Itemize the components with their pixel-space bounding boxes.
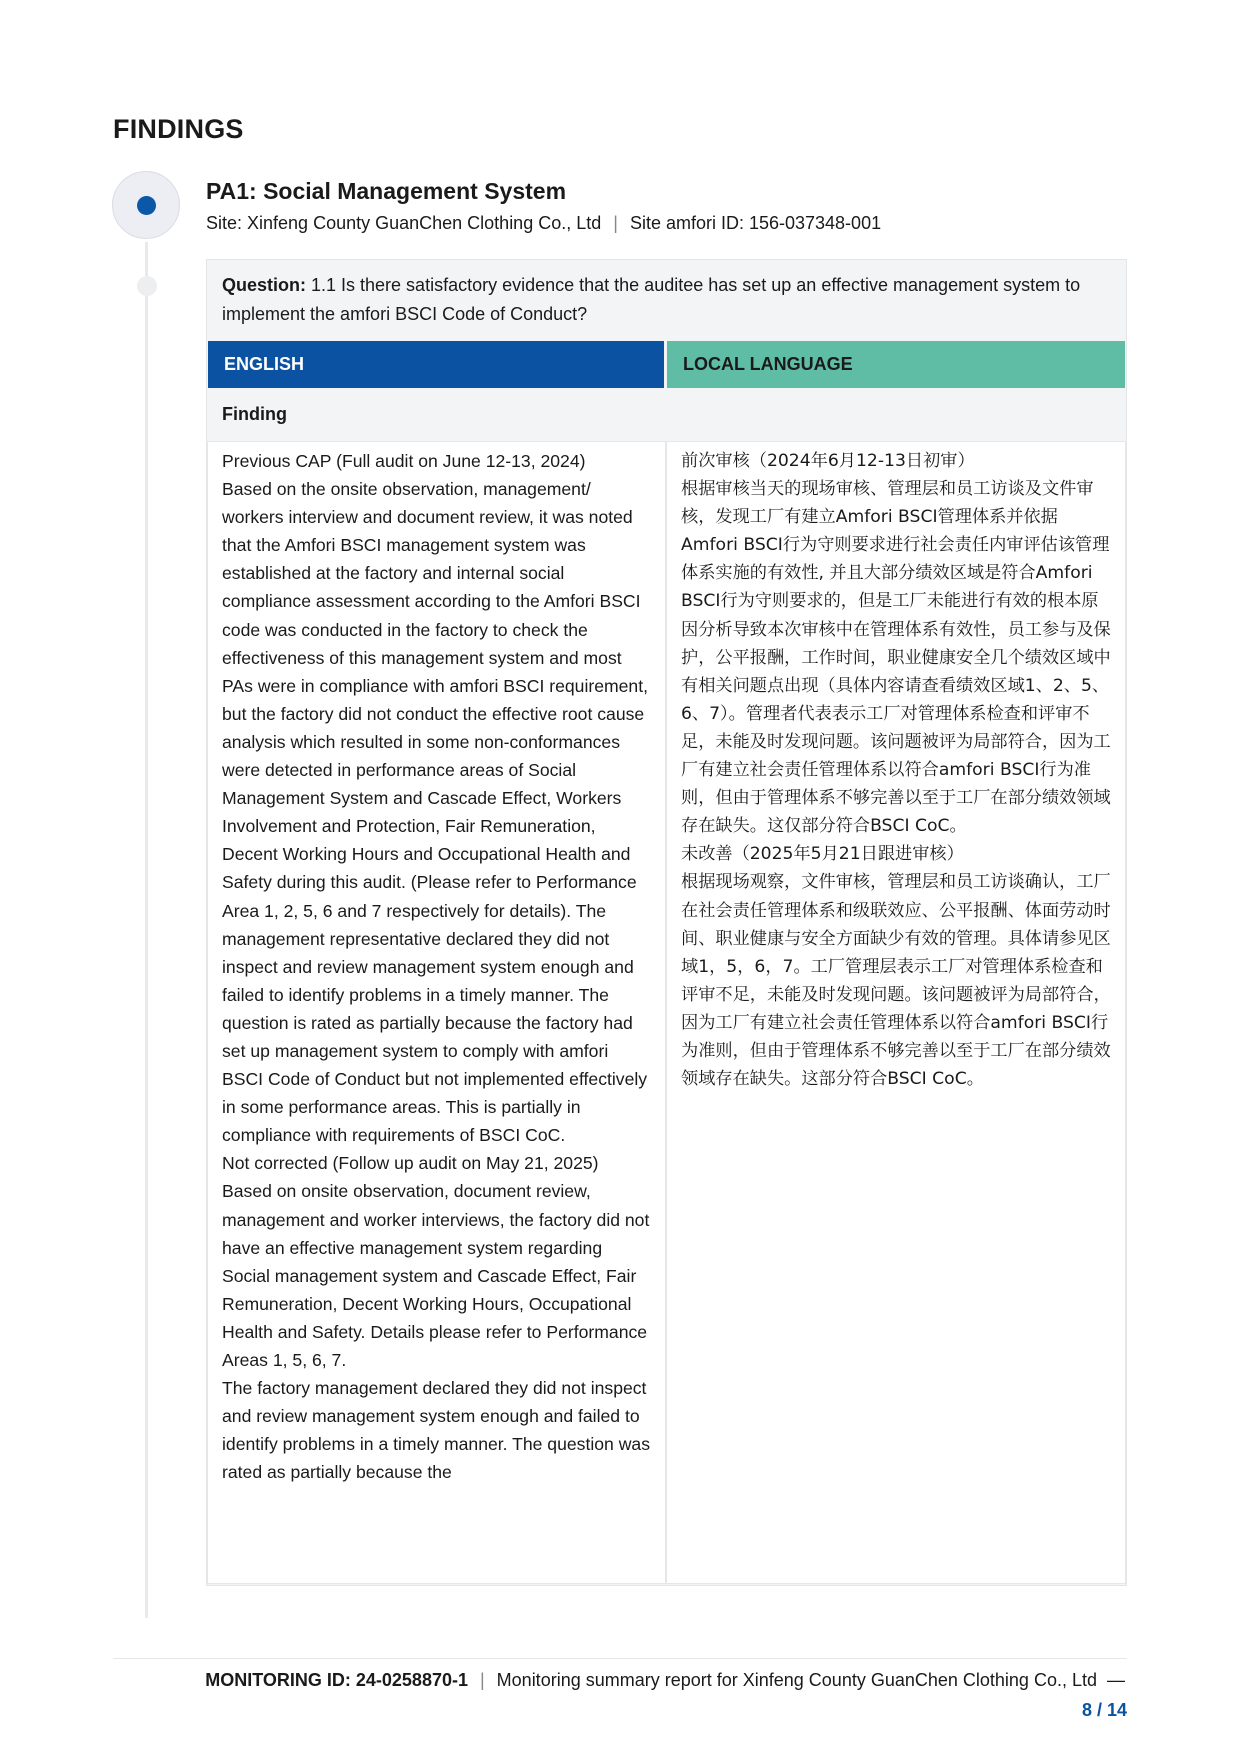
footer-dash: — xyxy=(1107,1670,1125,1690)
question-text: 1.1 Is there satisfactory evidence that the auditee has set up an effective management system to implement the amfori BSCI Code of Conduct? xyxy=(222,275,1081,324)
section-title: FINDINGS xyxy=(113,114,244,144)
footer xyxy=(205,1670,1125,1691)
column-header-local-language: LOCAL LANGUAGE xyxy=(667,341,1125,388)
finding-row-label: Finding xyxy=(222,404,287,424)
footer-divider xyxy=(113,1658,1127,1659)
performance-area-title: PA1: Social Management System xyxy=(206,178,567,204)
footer-separator: | xyxy=(479,1670,485,1690)
column-header-english: ENGLISH xyxy=(208,341,664,388)
finding-text-local: 前次审核（2024年6月12-13日初审） 根据审核当天的现场审核、管理层和员工访谈及文件审核，发现工厂有建立Amfori BSCI管理体系并依据Amfori BSCI行为守则要求进行社会责任内审评估该管理体系实施的有效性, 并且大部分绩效区域是符合Amfori BSCI行为守则要求的，但是工厂未能进行有效的根本原因分析导致本次审核中在管理体系有效性，员工参与及保护，公平报酬，工作时间，职业健康安全几个绩效区域中有相关问题点出现（具体内容请查看绩效区域1、2、5、6、7）。管理者代表表示工厂对管理体系检查和评审不足，未能及时发现问题。该问题被评为局部符合，因为工厂有建立社会责任管理体系以符合amfori BSCI行为准则，但由于管理体系不够完善以至于工厂在部分绩效领域存在缺失。这仅部分符合BSCI CoC。 未改善（2025年5月21日跟进审核） 根据现场观察，文件审核，管理层和员工访谈确认，工厂在社会责任管理体系和级联效应、公平报酬、体面劳动时间、职业健康与安全方面缺少有效的管理。具体请参见区域1，5，6，7。工厂管理层表示工厂对管理体系检查和评审不足，未能及时发现问题。该问题被评为局部符合，因为工厂有建立社会责任管理体系以符合amfori BSCI行为准则，但由于管理体系不够完善以至于工厂在部分绩效领域存在缺失。这部分符合BSCI CoC。 xyxy=(681,451,1111,1090)
timeline-dot-icon xyxy=(137,196,156,215)
page-number: 8 / 14 xyxy=(1081,1700,1127,1720)
timeline-line xyxy=(145,242,148,1618)
question xyxy=(222,271,1112,329)
timeline-subnode xyxy=(137,276,157,296)
site-separator: | xyxy=(613,213,618,233)
site-name: Site: Xinfeng County GuanChen Clothing Co., Ltd xyxy=(206,213,602,233)
site-info xyxy=(206,213,881,234)
timeline-node xyxy=(112,171,180,239)
site-amfori-id: Site amfori ID: 156-037348-001 xyxy=(629,213,882,233)
footer-monitoring-id: MONITORING ID: 24-0258870-1 xyxy=(205,1670,468,1690)
footer-report-title: Monitoring summary report for Xinfeng County GuanChen Clothing Co., Ltd xyxy=(496,1670,1097,1690)
finding-text-english: Previous CAP (Full audit on June 12-13, 2024) Based on the onsite observation, management/ workers interview and document review, it was noted that the Amfori BSCI management system was established at the factory and internal social compliance assessment according to the Amfori BSCI code was conducted in the factory to check the effectiveness of this management system and most PAs were in compliance with amfori BSCI requirement, but the factory did not conduct the effective root cause analysis which resulted in some non-conformances were detected in performance areas of Social Management System and Cascade Effect, Workers Involvement and Protection, Fair Remuneration, Decent Working Hours and Occupational Health and Safety during this audit. (Please refer to Performance Area 1, 2, 5, 6 and 7 respectively for details). The management representative declared they did not inspect and review management system enough and failed to identify problems in a timely manner. The question is rated as partially because the factory had set up management system to comply with amfori BSCI Code of Conduct but not implemented effectively in some performance areas. This is partially in compliance with requirements of BSCI CoC. Not corrected (Follow up audit on May 21, 2025) Based on onsite observation, document review, management and worker interviews, the factory did not have an effective management system regarding Social management system and Cascade Effect, Fair Remuneration, Decent Working Hours, Occupational Health and Safety. Details please refer to Performance Areas 1, 5, 6, 7. The factory management declared they did not inspect and review management system enough and failed to identify problems in a timely manner. The question was rated as partially because the xyxy=(222,451,651,1483)
question-label: Question: xyxy=(222,275,306,295)
